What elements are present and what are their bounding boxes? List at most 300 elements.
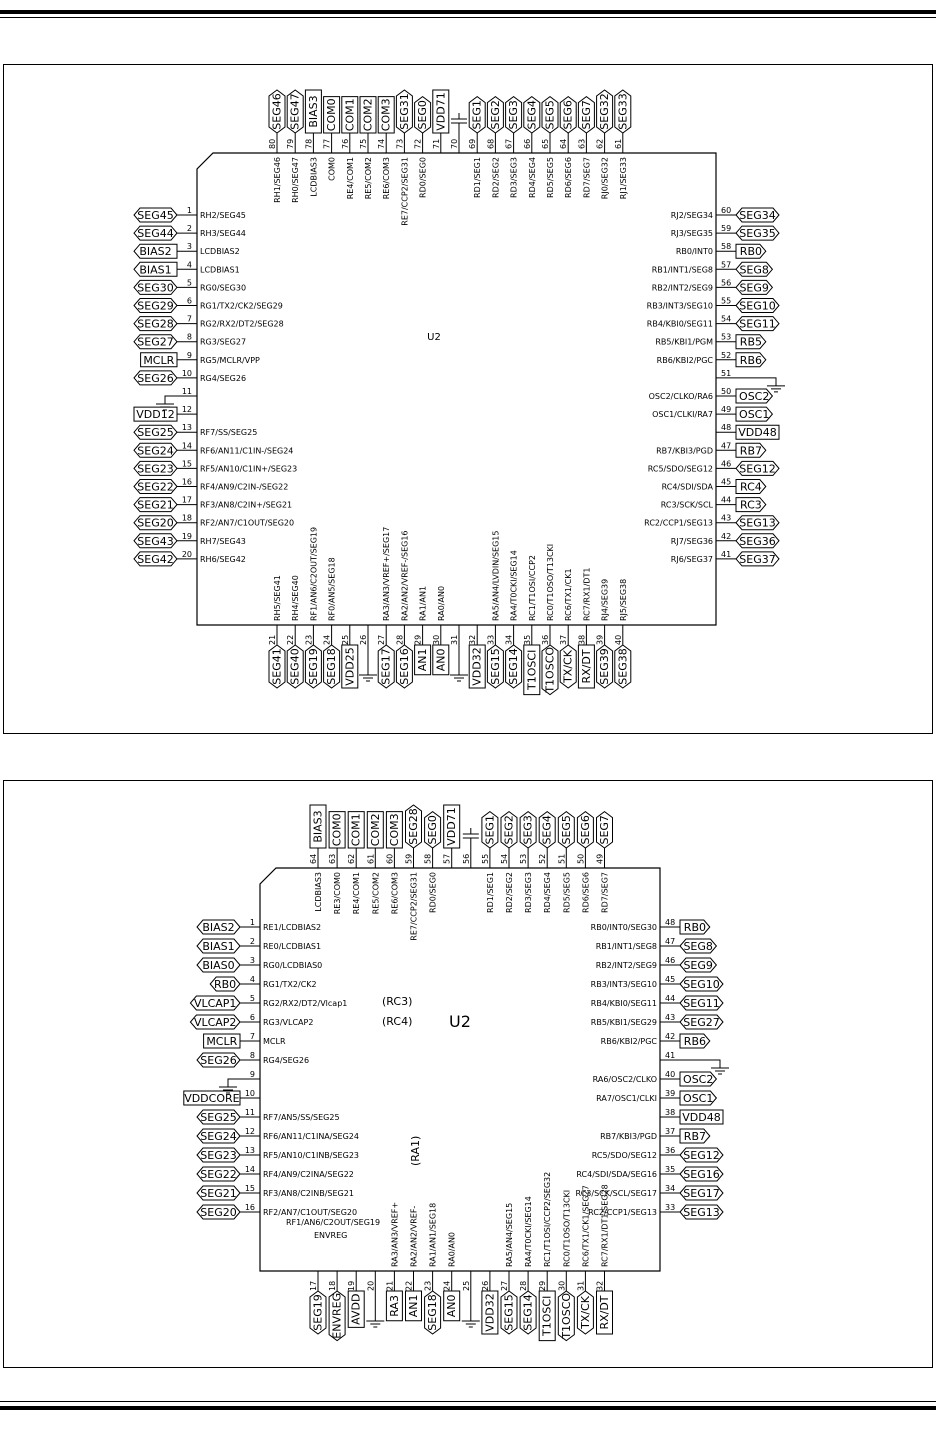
pin-name: LCDBIAS3 (309, 157, 319, 197)
net-label: VDD12 (136, 408, 175, 422)
net-label: SEG15 (488, 648, 502, 685)
net-label: RX/DT (579, 649, 593, 684)
net-label: TX/CK (578, 1296, 592, 1329)
pin-number: 32 (595, 1280, 605, 1291)
pin-name: RB5/KBI1/SEG29 (590, 1018, 657, 1027)
pin-number: 38 (665, 1108, 676, 1117)
net-label: SEG1 (470, 100, 484, 130)
net-label: MCLR (206, 1035, 238, 1048)
pin-number: 3 (186, 242, 192, 252)
pin-number: 49 (721, 405, 732, 415)
net-label: SEG46 (270, 93, 284, 130)
ground-symbol (462, 1309, 480, 1327)
net-label: VLCAP1 (193, 997, 237, 1010)
pin-number: 51 (557, 853, 567, 864)
pin-number: 77 (322, 138, 332, 149)
pin-name: RH4/SEG40 (291, 575, 301, 621)
pin-name: RA5/AN4/SEG15 (505, 1202, 514, 1267)
pin-name: RD5/SEG5 (562, 872, 572, 913)
pin-number: 16 (244, 1203, 255, 1212)
net-label: SEG45 (137, 209, 174, 222)
net-label: SEG21 (200, 1187, 237, 1200)
pin-number: 24 (322, 634, 332, 645)
capacitor-symbol (451, 113, 467, 133)
net-label: SEG9 (683, 959, 713, 972)
pin-number: 32 (468, 634, 478, 645)
pin-number: 24 (442, 1280, 452, 1291)
net-label: COM3 (387, 813, 401, 847)
net-label: SEG2 (502, 815, 516, 845)
net-label: BIAS3 (311, 810, 325, 843)
net-label: SEG38 (616, 648, 630, 685)
pin-name: RE3/COM0 (333, 872, 343, 915)
annotation-note: RF1/AN6/C2OUT/SEG19 (286, 1218, 381, 1227)
pin-number: 22 (404, 1280, 414, 1291)
net-label: SEG27 (683, 1016, 720, 1029)
pin-number: 40 (665, 1070, 676, 1079)
pin-number: 18 (328, 1280, 338, 1291)
pin-name: RJ6/SEG37 (670, 554, 713, 564)
pin-name: RB6/KBI2/PGC (600, 1037, 657, 1046)
pin-number: 31 (576, 1280, 586, 1291)
capacitor-symbol (463, 828, 479, 848)
bottom-thin-rule (0, 1401, 936, 1402)
net-label: SEG23 (200, 1149, 237, 1162)
pin-name: RA2/AN2/VREF- (409, 1205, 419, 1267)
pin-number: 17 (181, 495, 192, 505)
pin-name: RE6/COM3 (390, 872, 400, 915)
net-label: SEG29 (137, 299, 174, 313)
pin-name: RF0/AN5/SEG18 (327, 557, 337, 621)
pin-name: RJ5/SEG38 (618, 578, 628, 621)
net-label: VDD71 (434, 92, 448, 131)
pin-name: RD4/SEG4 (527, 157, 537, 198)
net-label: AN0 (434, 648, 448, 672)
pin-number: 50 (721, 387, 732, 396)
pin-name: RD4/SEG4 (543, 872, 553, 913)
chip-label: U2 (449, 1012, 471, 1031)
pin-number: 46 (665, 956, 676, 965)
net-label: ENVREG (330, 1292, 344, 1339)
net-label: COM2 (368, 813, 382, 847)
net-label: SEG8 (683, 940, 713, 953)
pin-number: 11 (244, 1108, 255, 1117)
pin-number: 15 (181, 459, 192, 469)
pin-number: 57 (442, 853, 452, 864)
pin-number: 34 (665, 1184, 676, 1193)
pin-number: 8 (249, 1051, 255, 1060)
pin-name: RD5/SEG5 (546, 157, 555, 198)
pin-number: 14 (181, 441, 192, 451)
pin-name: RH7/SEG43 (200, 536, 246, 546)
pin-name: RE4/COM1 (352, 872, 362, 915)
pin-number: 33 (665, 1203, 676, 1212)
pin-number: 31 (450, 634, 459, 645)
net-label: SEG22 (137, 480, 174, 494)
annotation-note: (RA1) (409, 1135, 422, 1166)
pin-number: 21 (268, 634, 277, 645)
pin-name: RC1/T1OSI/CCP2/SEG32 (543, 1171, 553, 1267)
pin-name: RC5/SDO/SEG12 (647, 464, 713, 474)
pin-name: RC7/RX1/DT1 (582, 567, 592, 621)
pin-name: RH3/SEG44 (200, 229, 246, 239)
pin-number: 79 (286, 138, 296, 149)
net-label: SEG3 (507, 100, 521, 130)
pin-number: 52 (721, 350, 732, 360)
pin-number: 61 (613, 138, 623, 149)
pin-name: LCDBIAS3 (314, 872, 323, 912)
net-label: SEG7 (598, 815, 611, 845)
pin-name: RB2/INT2/SEG9 (595, 961, 657, 970)
pin-number: 53 (519, 853, 529, 864)
pin-name: RH2/SEG45 (200, 211, 246, 220)
pin-number: 5 (186, 278, 192, 288)
pin-name: RA4/T0CKI/SEG14 (524, 1196, 534, 1267)
schematic-panel-80pin (3, 64, 933, 734)
pin-number: 4 (249, 975, 255, 984)
net-label: SEG47 (288, 93, 302, 130)
pin-number: 39 (665, 1089, 676, 1098)
net-label: TX/CK (561, 650, 575, 683)
pin-name: RG3/SEG27 (200, 337, 247, 347)
pin-name: RC1/T1OSI/CCP2 (527, 554, 537, 621)
pin-name: RG2/RX2/DT2/SEG28 (200, 319, 284, 329)
pin-number: 73 (395, 138, 405, 149)
pin-number: 6 (186, 296, 192, 306)
pin-number: 48 (721, 423, 732, 433)
pin-name: RG5/MCLR/VPP (200, 355, 260, 365)
pin-name: RF5/AN10/C1IN+/SEG23 (200, 464, 298, 474)
net-label: RB6 (683, 1035, 707, 1048)
pin-name: RB7/KBI3/PGD (600, 1132, 657, 1141)
net-label: VDD48 (682, 1111, 721, 1124)
net-label: SEG14 (521, 1294, 535, 1331)
pin-name: RC3/SCK/SCL (660, 500, 713, 510)
pin-number: 13 (244, 1146, 255, 1155)
pin-name: RF6/AN11/C1INA/SEG24 (263, 1132, 359, 1141)
pin-number: 20 (366, 1280, 376, 1291)
net-label: SEG3 (521, 815, 535, 845)
pin-number: 80 (268, 138, 277, 149)
pin-number: 53 (721, 332, 732, 342)
pin-number: 30 (431, 634, 441, 645)
pin-number: 41 (721, 549, 732, 559)
net-label: SEG10 (683, 978, 720, 991)
annotation-note: (RC4) (382, 1015, 413, 1028)
net-label: BIAS3 (306, 95, 320, 128)
pin-number: 5 (249, 994, 255, 1003)
pin-name: RE5/COM2 (371, 872, 381, 915)
pin-number: 44 (721, 495, 732, 505)
net-label: COM3 (379, 98, 393, 132)
net-label: BIAS0 (202, 959, 235, 972)
pin-name: RH6/SEG42 (200, 554, 246, 564)
net-label: OSC2 (683, 1073, 714, 1086)
pin-number: 26 (359, 634, 368, 645)
pin-number: 72 (413, 138, 423, 149)
pin-number: 7 (186, 314, 192, 324)
pin-name: RB5/KBI1/PGM (655, 337, 713, 347)
pin-number: 27 (377, 634, 387, 645)
pin-number: 49 (595, 853, 605, 864)
net-label: AN0 (445, 1294, 459, 1318)
net-label: SEG0 (426, 815, 440, 845)
pin-name: RA1/AN1 (418, 585, 428, 621)
pin-name: RA3/AN3/VREF+/SEG17 (382, 526, 392, 621)
pin-name: RE0/LCDBIAS1 (263, 942, 322, 951)
net-label: SEG40 (288, 648, 302, 685)
pin-number: 25 (461, 1280, 471, 1291)
net-label: SEG16 (397, 648, 411, 685)
net-label: OSC2 (739, 390, 770, 403)
pin-name: RC2/CCP1/SEG13 (644, 518, 713, 528)
pin-name: RA0/AN0 (436, 585, 446, 621)
pin-number: 51 (721, 368, 732, 378)
net-label: RB7 (683, 1130, 707, 1143)
pin-name: RG1/TX2/CK2 (263, 980, 317, 989)
pin-number: 14 (244, 1165, 255, 1174)
pin-number: 40 (613, 634, 623, 645)
pin-name: RF2/AN7/C1OUT/SEG20 (200, 518, 295, 528)
pin-number: 19 (181, 531, 192, 541)
ground-symbol (450, 663, 468, 681)
net-label: RB0 (213, 978, 237, 991)
net-label: SEG2 (488, 100, 502, 130)
pin-name: RB0/INT0 (675, 247, 713, 257)
net-label: SEG20 (200, 1206, 237, 1219)
pin-name: RC4/SDI/SDA/SEG16 (576, 1170, 657, 1179)
pin-number: 17 (309, 1280, 318, 1291)
pin-number: 66 (522, 138, 532, 149)
net-label: SEG7 (579, 100, 593, 130)
pin-name: RE5/COM2 (364, 157, 373, 200)
pin-number: 10 (181, 368, 192, 378)
net-label: BIAS2 (202, 921, 235, 934)
net-label: RA3 (387, 1295, 401, 1317)
pin-number: 58 (423, 853, 433, 864)
pin-number: 56 (461, 853, 471, 864)
pin-number: 70 (450, 138, 459, 149)
pin-name: RB4/KBI0/SEG11 (646, 319, 713, 329)
net-label: SEG18 (325, 648, 339, 685)
net-label: SEG5 (559, 815, 573, 845)
net-label: SEG39 (598, 648, 612, 685)
pin-number: 61 (366, 853, 376, 864)
pin-name: RF5/AN10/C1INB/SEG23 (263, 1151, 359, 1160)
pin-name: RC3/SCK/SCL/SEG17 (575, 1189, 657, 1198)
pin-number: 4 (186, 260, 192, 270)
net-label: SEG4 (525, 100, 539, 130)
pin-number: 29 (538, 1280, 548, 1291)
net-label: SEG33 (616, 93, 630, 130)
pin-number: 30 (557, 1280, 567, 1291)
pin-name: RJ7/SEG36 (670, 536, 713, 546)
pin-number: 18 (181, 513, 192, 523)
schematic-64pin (4, 781, 932, 1367)
net-label: SEG16 (683, 1168, 720, 1181)
net-label: SEG11 (739, 317, 776, 331)
pin-name: RF7/SS/SEG25 (200, 428, 258, 438)
pin-number: 6 (249, 1013, 255, 1022)
pin-number: 42 (721, 531, 732, 541)
pin-number: 35 (522, 634, 532, 645)
pin-name: RC4/SDI/SDA (661, 482, 713, 492)
pin-number: 65 (541, 138, 550, 149)
net-label: VDDCORE (184, 1092, 240, 1105)
bottom-thick-rule (0, 1406, 936, 1410)
net-label: SEG6 (561, 100, 575, 130)
pin-name: MCLR (263, 1037, 286, 1046)
pin-name: RH1/SEG46 (273, 157, 282, 203)
net-label: SEG10 (739, 299, 776, 313)
net-label: SEG24 (137, 444, 174, 458)
pin-number: 12 (181, 405, 192, 415)
net-label: BIAS1 (139, 263, 172, 277)
pin-name: RG2/RX2/DT2/Vlcap1 (263, 999, 348, 1008)
net-label: SEG19 (306, 648, 320, 685)
pin-number: 39 (595, 634, 605, 645)
pin-number: 78 (304, 138, 314, 149)
net-label: RC3 (740, 498, 762, 512)
net-label: RB0 (683, 921, 707, 934)
net-label: SEG4 (540, 815, 554, 845)
pin-number: 1 (249, 918, 255, 927)
net-label: SEG26 (200, 1054, 237, 1067)
pin-name: RD2/SEG2 (505, 872, 514, 913)
net-label: SEG36 (739, 534, 776, 548)
pin-number: 55 (721, 296, 732, 306)
net-label: VDD32 (483, 1293, 497, 1332)
net-label: SEG13 (683, 1206, 720, 1219)
pin-name: RD2/SEG2 (491, 157, 501, 198)
net-label: BIAS1 (202, 940, 235, 953)
pin-number: 67 (504, 138, 514, 149)
net-label: SEG24 (200, 1130, 237, 1143)
net-label: RB6 (739, 353, 763, 367)
net-label: OSC1 (683, 1092, 714, 1105)
pin-number: 57 (721, 260, 732, 270)
net-label: VDD32 (470, 647, 484, 686)
pin-name: RG4/SEG26 (263, 1056, 310, 1065)
pin-name: RA1/AN1/SEG18 (428, 1202, 438, 1267)
pin-number: 46 (721, 459, 732, 469)
pin-name: RF7/AN5/SS/SEG25 (263, 1113, 340, 1122)
pin-name: RF3/AN8/C2INB/SEG21 (263, 1189, 354, 1198)
pin-name: RD0/SEG0 (428, 872, 438, 913)
pin-name: RB1/INT1/SEG8 (595, 942, 657, 951)
pin-number: 19 (347, 1280, 357, 1291)
net-label: T1OSCI (525, 649, 539, 690)
pin-name: RH5/SEG41 (273, 575, 282, 621)
pin-number: 35 (665, 1165, 676, 1174)
net-label: T1OSCO (559, 1292, 573, 1339)
pin-number: 28 (395, 634, 405, 645)
net-label: MCLR (143, 353, 175, 367)
chip-body (197, 153, 716, 625)
net-label: AN1 (407, 1294, 420, 1318)
net-label: SEG25 (137, 426, 174, 440)
pin-name: RH0/SEG47 (291, 157, 301, 203)
ground-symbol (359, 663, 377, 681)
pin-name: RD7/SEG7 (600, 872, 610, 913)
pin-name: RA0/AN0 (447, 1231, 457, 1267)
pin-number: 22 (286, 634, 296, 645)
pin-name: RA2/AN2/VREF-/SEG16 (400, 530, 410, 621)
pin-number: 47 (665, 937, 676, 946)
pin-name: RJ3/SEG35 (670, 229, 713, 239)
pin-number: 16 (181, 477, 192, 487)
pin-name: RD1/SEG1 (485, 872, 495, 913)
pin-number: 7 (249, 1032, 255, 1041)
pin-name: RG0/SEG30 (200, 283, 247, 293)
pin-number: 21 (385, 1280, 395, 1291)
net-label: SEG25 (200, 1111, 237, 1124)
net-label: SEG27 (137, 335, 174, 349)
pin-number: 64 (559, 138, 569, 149)
net-label: RB0 (739, 245, 763, 259)
pin-name: OSC2/CLKO/RA6 (648, 392, 713, 401)
pin-name: RF3/AN8/C2IN+/SEG21 (200, 500, 293, 510)
net-label: SEG31 (397, 93, 411, 130)
pin-name: RA4/T0CKI/SEG14 (509, 550, 519, 621)
net-label: VDD25 (343, 647, 357, 686)
net-label: BIAS2 (139, 245, 172, 259)
pin-name: RG4/SEG26 (200, 373, 247, 383)
pin-name: RD0/SEG0 (418, 157, 428, 198)
pin-name: RG1/TX2/CK2/SEG29 (200, 301, 283, 311)
pin-number: 25 (340, 634, 350, 645)
net-label: VDD71 (445, 807, 459, 846)
pin-name: RD1/SEG1 (473, 157, 483, 198)
pin-number: 2 (249, 937, 255, 946)
net-label: SEG13 (739, 516, 776, 530)
net-label: RB5 (739, 335, 763, 349)
chip-label: U2 (427, 332, 441, 343)
pin-name: RE7/CCP2/SEG31 (409, 872, 419, 941)
pin-number: 28 (519, 1280, 529, 1291)
pin-name: RA6/OSC2/CLKO (592, 1075, 657, 1084)
pin-name: LCDBIAS2 (200, 247, 240, 257)
pin-number: 29 (413, 634, 423, 645)
net-label: SEG44 (137, 227, 174, 241)
pin-name: RC0/T1OSO/T13CKI (562, 1189, 572, 1267)
net-label: SEG5 (543, 100, 557, 130)
pin-number: 12 (244, 1127, 255, 1136)
net-label: SEG0 (416, 100, 430, 130)
pin-number: 52 (538, 853, 548, 864)
net-label: SEG28 (407, 808, 420, 845)
pin-name: RD3/SEG3 (524, 872, 534, 913)
pin-name: RD3/SEG3 (509, 157, 519, 198)
net-label: COM2 (361, 98, 375, 132)
pin-number: 62 (595, 138, 605, 149)
pin-name: RC7/RX1/DT1/SEG28 (600, 1184, 610, 1267)
pin-number: 59 (404, 853, 414, 864)
pin-number: 37 (559, 634, 569, 645)
pin-number: 34 (504, 634, 514, 645)
pin-name: RF6/AN11/C1IN-/SEG24 (200, 446, 294, 456)
pin-number: 23 (304, 634, 314, 645)
pin-name: RJ0/SEG32 (600, 157, 610, 200)
net-label: SEG21 (137, 498, 174, 512)
pin-number: 1 (186, 206, 192, 215)
pin-number: 50 (576, 853, 586, 864)
pin-number: 9 (186, 350, 192, 360)
pin-name: RG0/LCDBIAS0 (263, 961, 323, 970)
net-label: SEG34 (739, 209, 776, 222)
schematic-panel-64pin (3, 780, 933, 1368)
pin-name: RC6/TX1/CK1/SEG27 (581, 1185, 591, 1267)
